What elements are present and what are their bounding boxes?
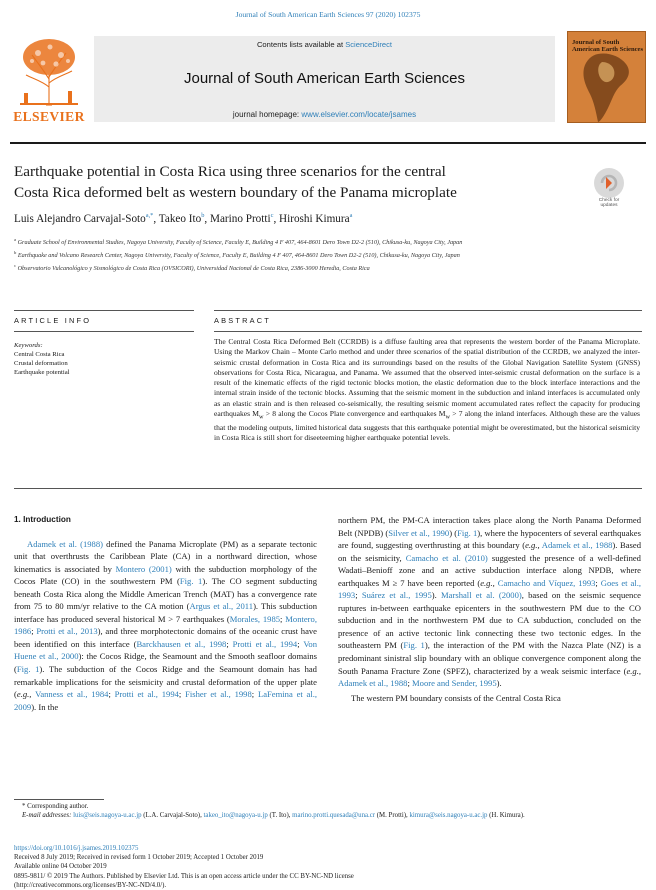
abstract-heading: ABSTRACT (214, 316, 272, 325)
abstract-subscript: w (445, 413, 451, 421)
email-owner: (H. Kimura). (487, 812, 525, 820)
email-addresses (14, 811, 642, 820)
keyword-item: Earthquake potential (14, 369, 70, 376)
body-column-left (14, 514, 317, 713)
paragraph-text: e.g., (525, 540, 540, 551)
paragraph-text: ). (431, 590, 442, 601)
email-link[interactable]: marino.protti.quesada@una.cr (292, 812, 376, 820)
email-link[interactable]: kimura@seis.nagoya-u.ac.jp (409, 812, 488, 820)
paragraph-text: ): the Cocos Ridge, the Seamount and the Smooth seafloor domains ( (14, 651, 317, 675)
citation-link[interactable]: Morales, 1985 (229, 613, 281, 624)
author-name: Takeo Ito (158, 213, 202, 225)
keyword-item: Crustal deformation (14, 360, 68, 367)
masthead-divider (10, 142, 646, 144)
abstract-rule-top (214, 310, 642, 311)
homepage-line (94, 110, 555, 119)
body-column-right (338, 514, 641, 704)
citation-link[interactable]: Protti et al., 2013 (36, 626, 98, 637)
email-owner: (T. Ito), (267, 812, 293, 820)
author-name: Luis Alejandro Carvajal-Soto (14, 213, 146, 225)
abstract-text (214, 337, 640, 443)
publication-info (14, 844, 642, 890)
paragraph-text: ). In the (31, 701, 59, 712)
affiliation-text: Graduate School of Environmental Studies, Nagoya University, Faculty of Science, Faculty E, Building 4 F 407, 464-8601 Dero Town D2-2 (510), Chikusa-ku, Nagoya City, Japan (17, 239, 463, 246)
citation-link[interactable]: Adamek et al. (1988) (27, 538, 104, 549)
abstract-subscript: w (258, 413, 264, 421)
paper-title-line-1: Earthquake potential in Costa Rica using three scenarios for the central (14, 163, 446, 180)
paragraph-text: ; (595, 577, 601, 588)
abstract-segment: > 7 along the inland interfaces. Although these are the values that the modeling outputs, limited historical data suggests that this earthquake potential might be overestimated, but the historical seismicity in Costa Rica is still short for diseeteeming higher earthquake potential levels. (214, 408, 640, 442)
elsevier-logo[interactable] (10, 31, 88, 125)
author-name: Hiroshi Kimura (279, 213, 350, 225)
paragraph-text: with the subduction morphology of the Cocos Plate (CO) in the southwestern PM ( (14, 563, 317, 587)
contents-line (94, 40, 555, 49)
affiliation-item (14, 262, 574, 274)
author-name: Marino Protti (210, 213, 271, 225)
keywords-block (14, 341, 194, 377)
abstract-segment: > 8 along the Cocos Plate convergence and earthquakes M (263, 408, 446, 418)
author-separator: , (153, 213, 159, 225)
paragraph-text: e.g., (626, 665, 641, 676)
affiliation-marker: c (14, 262, 17, 268)
paragraph-text: e.g., (480, 577, 495, 588)
homepage-link[interactable]: www.elsevier.com/locate/jsames (301, 110, 417, 119)
paragraph-text: ; (280, 613, 286, 624)
citation-link[interactable]: Marshall et al. (2000) (441, 590, 522, 601)
citation-link[interactable]: Von Huene et al., 2000 (14, 638, 318, 662)
citation-link[interactable]: Fig. 1 (179, 576, 203, 587)
paragraph-text: ; (226, 638, 233, 649)
contents-prefix: Contents lists available at (256, 40, 344, 49)
paragraph-text: ; (251, 689, 258, 700)
paragraph-text: ), the interaction of the PM with the Nazca Plate (NZ) is a predominant sinistral slip boundary with an oblique convergence component along the South Panama Fracture Zone (SPFZ), characterized by a weak seismic interface ( (338, 640, 641, 676)
paragraph-text: ) ( (449, 527, 458, 538)
citation-link[interactable]: Fisher et al., 1998 (185, 689, 252, 700)
citation-link[interactable]: Montero (2001) (115, 563, 172, 574)
email-link[interactable]: takeo_ito@nagoya-u.jp (203, 812, 268, 820)
citation-link[interactable]: Camacho and Víquez, 1993 (497, 577, 596, 588)
citation-link[interactable]: Protti et al., 1994 (232, 638, 298, 649)
citation-link[interactable]: Suárez et al., 1995 (361, 590, 432, 601)
paragraph-text: ). Based on the seismicity, (338, 540, 641, 563)
paragraph-text: , based on the seismic sequence ruptures in-between earthquake epicenters in the southwestern PM due to the CO subduction and in the northwestern PM due to CA subduction, concluded on the presence of an active tectonic link connecting these two tectonic edges. In the southeastern PM ( (338, 590, 641, 651)
section-heading-introduction: 1. Introduction (14, 515, 71, 524)
paragraph-text: ; (31, 626, 37, 637)
paragraph-text: suggested the presence of a well-defined Wadati–Benioff zone and an active subduction interface along NPDB, where earthquakes M ≥ 7 have been reported ( (338, 552, 641, 588)
license-url[interactable]: (http://creativecommons.org/licenses/BY-NC-ND/4.0/). (14, 881, 167, 889)
citation-link[interactable]: Adamek et al., 1988 (338, 678, 408, 689)
paragraph-text: ; (407, 678, 412, 689)
paper-title-line-2: Costa Rica deformed belt as western boundary of the Panama microplate (14, 184, 457, 201)
email-owner: (M. Protti), (375, 812, 410, 820)
citation-link[interactable]: Silver et al., 1990 (388, 527, 450, 538)
check-for-updates-badge[interactable] (590, 168, 628, 210)
footnotes (14, 802, 642, 820)
citation-link[interactable]: Goes et al., 1993 (338, 577, 641, 601)
sciencedirect-link[interactable]: ScienceDirect (345, 40, 393, 49)
author-affiliation-marker[interactable]: c (270, 212, 274, 219)
citation-link[interactable]: Montero, 1986 (14, 613, 317, 637)
paragraph-text: e.g., (16, 689, 32, 700)
paragraph-text: northern PM, the PM-CA interaction takes place along the North Panama Deformed Belt (NPDB) ( (338, 515, 641, 538)
citation-link[interactable]: Vanness et al., 1984 (35, 689, 109, 700)
homepage-prefix: journal homepage: (232, 110, 300, 119)
abstract-end-rule (14, 488, 642, 489)
paragraph-text: ; (178, 689, 186, 700)
check-for-updates-label: Check for updates (598, 198, 620, 209)
check-for-updates-icon (594, 168, 624, 198)
affiliation-item (14, 236, 574, 248)
citation-link[interactable]: Fig. 1 (16, 664, 40, 675)
doi-link[interactable]: https://doi.org/10.1016/j.jsames.2019.102375 (14, 845, 139, 852)
keyword-item: Central Costa Rica (14, 351, 65, 358)
affiliation-text: Earthquake and Volcano Research Center, Nagoya University, Faculty of Science, Faculty E, Building 4 F 407, 464-8601 Dero Town D2-2 (510), Chikusa-ku, Nagoya City, Japan (17, 251, 460, 259)
copyright-line: 0895-9811/ © 2019 The Authors. Published by Elsevier Ltd. This is an open access article under the CC BY-NC-ND license (14, 872, 354, 880)
affiliation-marker: a (14, 237, 17, 242)
author-list (14, 212, 574, 225)
article-info-rule-bottom (14, 331, 194, 332)
author-affiliation-marker[interactable]: b (201, 212, 205, 219)
intro-paragraph-continued (338, 514, 641, 690)
journal-citation[interactable]: Journal of South American Earth Sciences 97 (2020) 102375 (235, 10, 421, 19)
paper-title (14, 161, 554, 203)
article-info-rule-top (14, 310, 194, 311)
paragraph-text: defined the Panama Microplate (PM) as a separate tectonic unit that overthrusts the Caribbean Plate (CA) in a northward direction, whose kinematics is associated by (14, 538, 317, 574)
affiliations (14, 236, 574, 275)
available-online-date: Available online 04 October 2019 (14, 863, 107, 871)
corresponding-author-note: * Corresponding author. (22, 803, 89, 810)
citation-link[interactable]: Fig. 1 (403, 640, 425, 651)
elsevier-tree-icon (10, 31, 88, 109)
paragraph-text: ). (496, 678, 502, 689)
author-separator: , (273, 213, 280, 225)
paragraph-text: ), and three morphotectonic domains of the oceanic crust have been identified on this interface ( (14, 626, 317, 649)
affiliation-text: Observatorio Vulcanológico y Sismológico de Costa Rica (OVSICORI), Universidad Nacional de Costa Rica, 2386-3000 Heredia, Costa Rica (17, 264, 370, 272)
paragraph-text: ; (355, 590, 362, 601)
affiliation-marker: b (14, 249, 17, 255)
intro-paragraph (14, 538, 317, 714)
received-dates: Received 8 July 2019; Received in revised form 1 October 2019; Accepted 1 October 2019 (14, 854, 264, 862)
journal-title: Journal of South American Earth Sciences (184, 70, 465, 87)
paragraph-text: ). The CO segment subducting beneath Costa Rica along the Middle American Trench (MAT) has a convergence rate from 75 to 80 mm/yr relative to the CA motion ( (14, 576, 317, 612)
citation-link[interactable]: Fig. 1 (457, 527, 478, 538)
citation-link[interactable]: Protti et al., 1994 (114, 689, 179, 700)
footnote-rule (14, 799, 104, 800)
email-label: E-mail addresses: (22, 812, 72, 820)
paragraph-text: ), where the hypocenters of several earthquakes are found, suggesting overthrusting at this boundary ( (338, 527, 641, 551)
email-link[interactable]: luis@seis.nagoya-u.ac.jp (73, 812, 142, 820)
article-info-heading: ARTICLE INFO (14, 316, 92, 325)
paragraph-text: ). This subduction interface has produced several historical M > 7 earthquakes ( (14, 601, 317, 624)
paragraph-text: ). The subduction of the Cocos Ridge and the Seamount domain has had remarkable implications for the seismicity and crustal deformation of the upper plate ( (14, 664, 317, 700)
paragraph-text: ; (108, 689, 115, 700)
citation-link[interactable]: Barckhausen et al., 1998 (136, 638, 227, 649)
journal-banner (94, 36, 555, 122)
masthead (10, 31, 646, 127)
citation-link[interactable]: Moore and Sender, 1995 (412, 678, 497, 689)
citation-link[interactable]: Adamek et al., 1988 (541, 540, 613, 551)
intro-paragraph: The western PM boundary consists of the Central Costa Rica (351, 692, 561, 703)
cover-title: Journal of South American Earth Sciences (572, 39, 644, 54)
south-america-map-icon (568, 52, 647, 124)
paragraph-text: ; (297, 638, 304, 649)
elsevier-wordmark: ELSEVIER (13, 109, 85, 124)
author-affiliation-marker[interactable]: a (349, 212, 353, 219)
abstract-rule-bottom (214, 331, 642, 332)
journal-cover-thumbnail[interactable] (567, 31, 646, 123)
affiliation-item (14, 249, 574, 261)
author-affiliation-marker[interactable]: a,* (145, 212, 154, 219)
abstract-segment: The Central Costa Rica Deformed Belt (CCRDB) is a diffuse faulting area that represents the western border of the Panama Microplate. Using the Markov Chain – Monte Carlo method and under three scenarios of the spatial distribution of the CCRDB, we analyzed the inter-seismic crustal deformation in Costa Rica and its surroundings based on the results of the Global Navigation Satellite System (GNSS) observations for Costa Rica, Nicaragua, and Panama. We assumed that the observed inter-seismic crustal deformation on the surface is a result of the kinematic effects of the rigid tectonic blocks motion, the elastic deformation due to the block interface interactions and the internal strain inside of the tectonic blocks. Assuming that the seismic moment in the subduction and inland interfaces is accumulated only as an elastic strain and is then released co-seismically, the resulting seismic moment accumulated rates reflect the capacity for producing earthquakes M (214, 337, 640, 418)
email-owner: (L.A. Carvajal-Soto), (141, 812, 204, 820)
keywords-label: Keywords: (14, 342, 43, 349)
citation-link[interactable]: Argus et al., 2011 (189, 601, 254, 612)
citation-link[interactable]: Camacho et al. (2010) (405, 552, 488, 563)
citation-link[interactable]: LaFemina et al., 2009 (14, 689, 318, 712)
author-separator: , (204, 213, 210, 225)
